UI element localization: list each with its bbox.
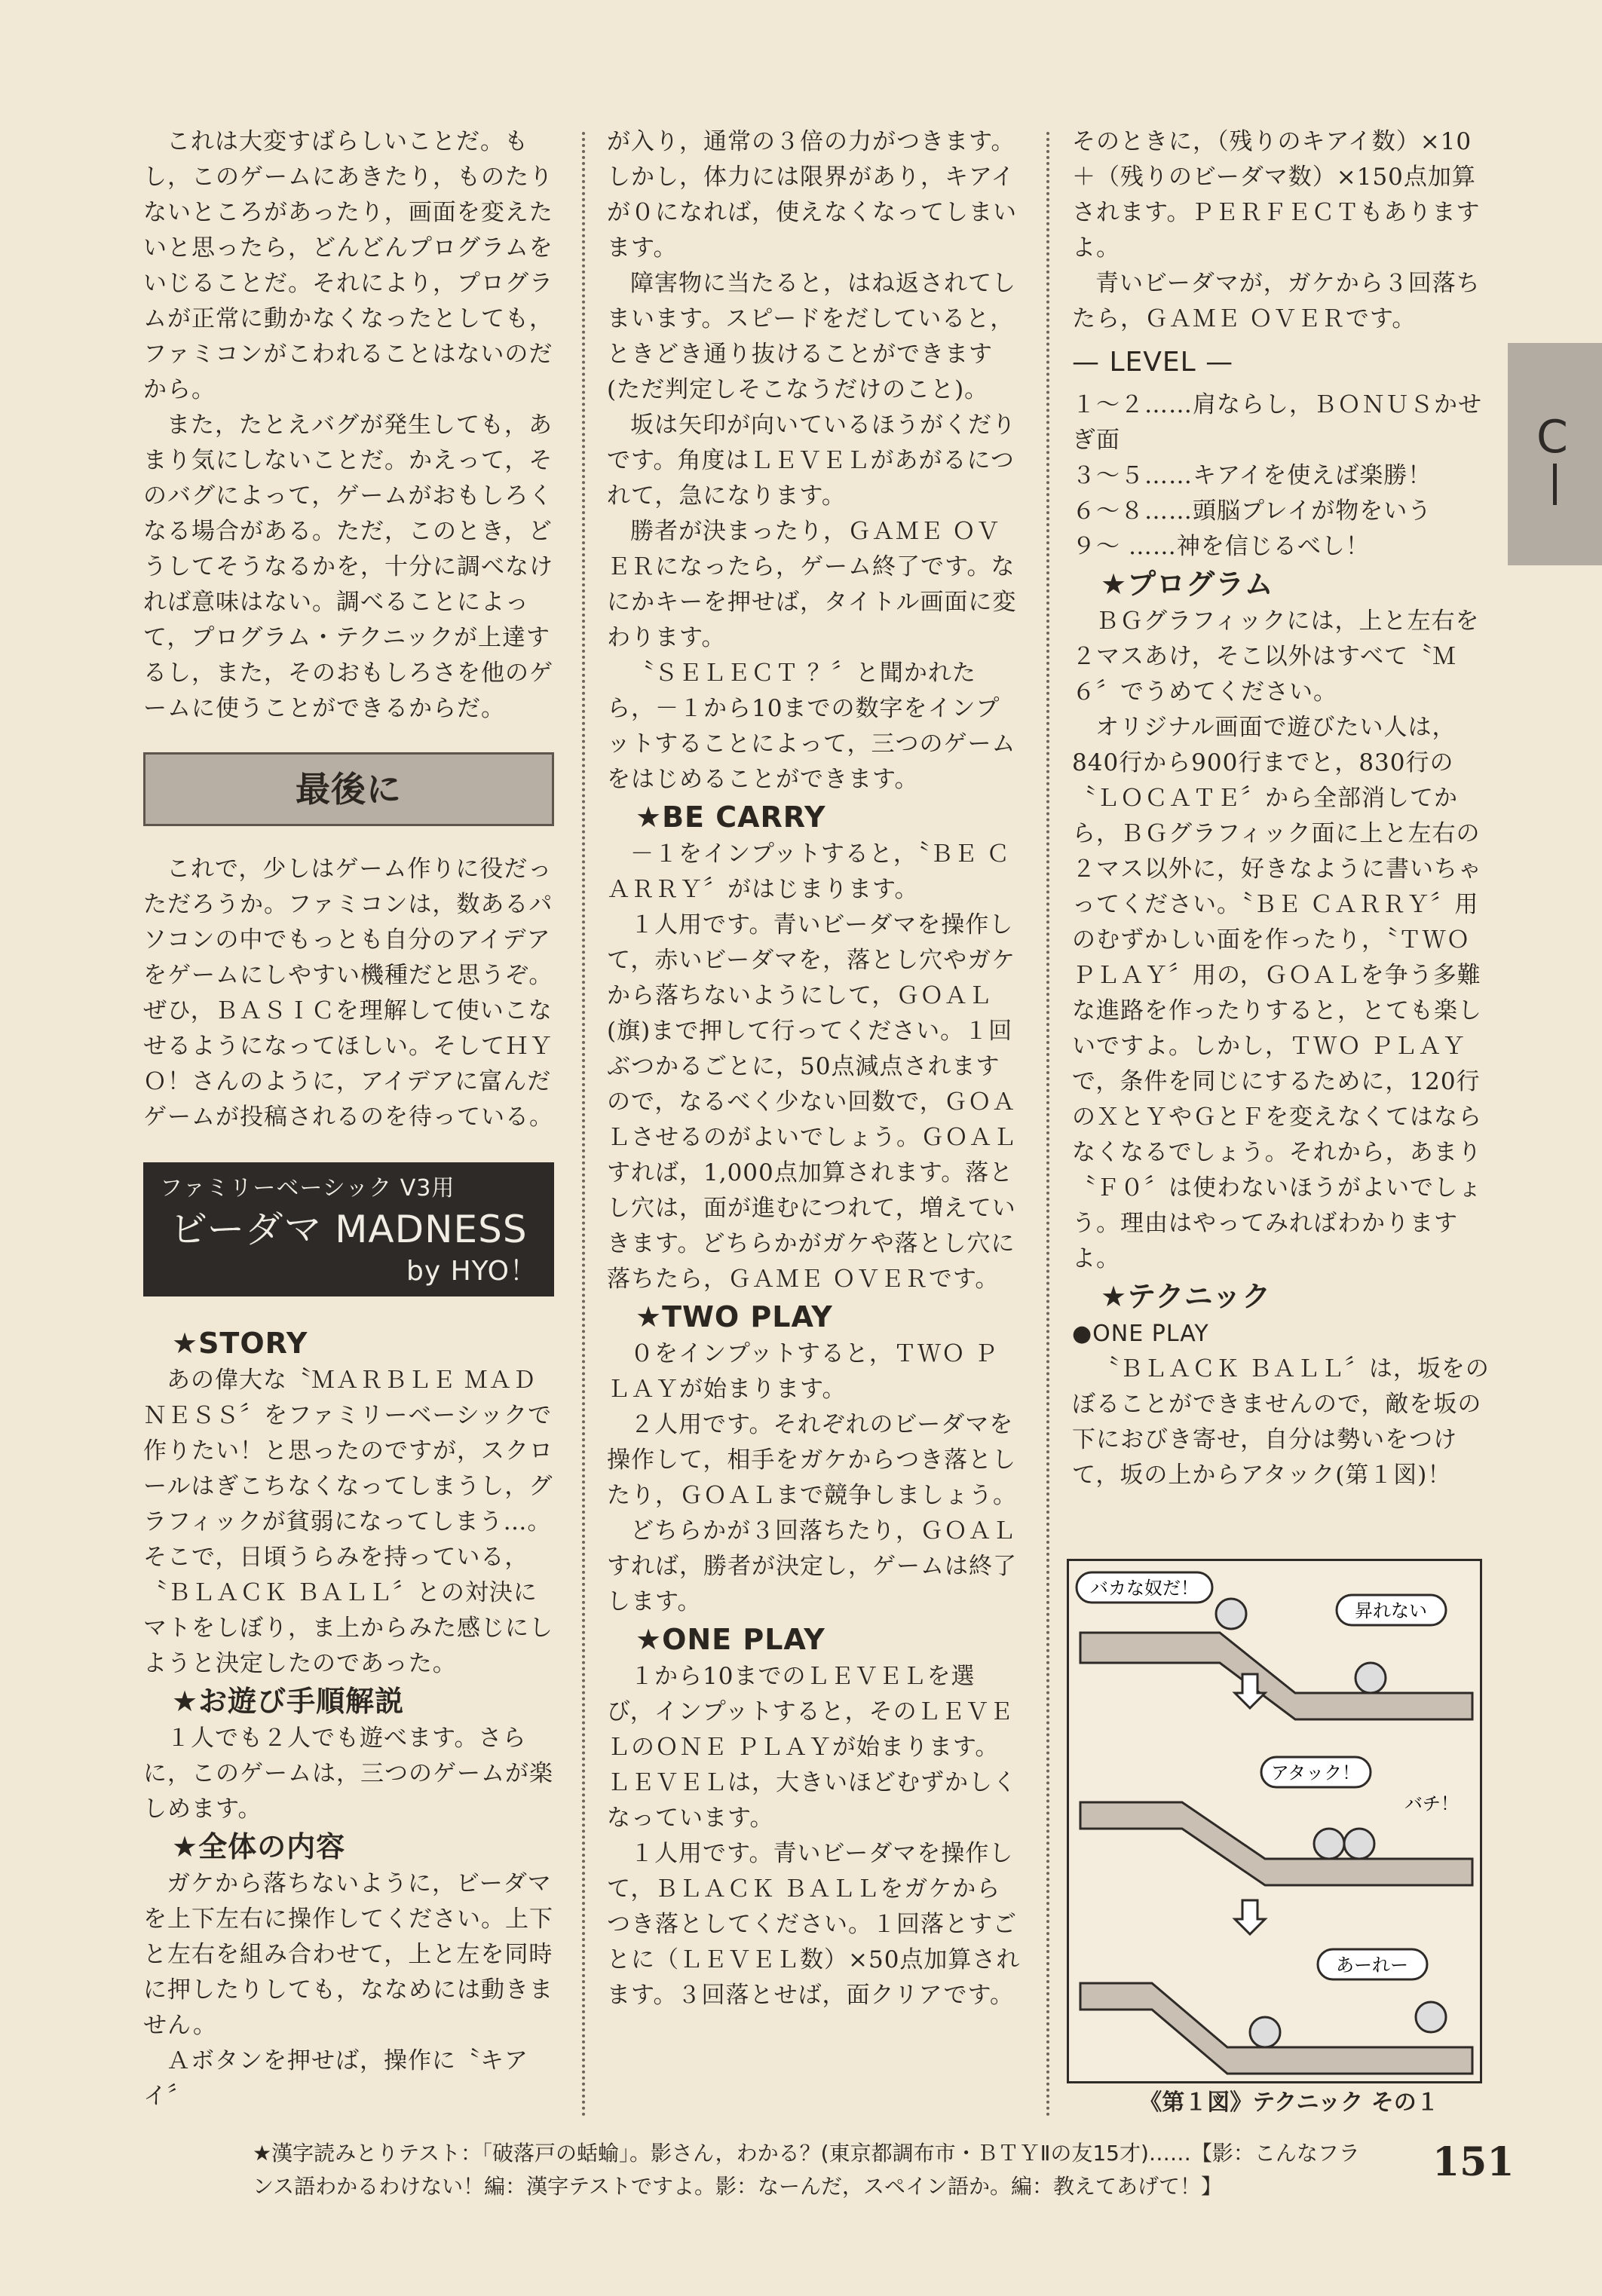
intro-paragraph-2: また，たとえバグが発生しても，あまり気にしないことだ。かえって，そのバグによって，ゲームがおもしろくなる場合がある。ただ，このとき，どうしてそうなるかを，十分に調べなければ意味はない。調べることによって，プログラム・テクニックが上達するし，また，そのおもしろさを他のゲームに使うことができるからだ。 xyxy=(143,412,553,722)
section-tab xyxy=(1508,343,1602,565)
final-heading: 最後に xyxy=(143,752,554,826)
program-text-2: オリジナル画面で遊びたい人は，840行から900行までと，830行の〝ＬＯＣＡＴＥ〞から全部消してから，ＢＧグラフィック面に上と左右の２マス以外に，好きなように書いちゃってください。〝ＢＥ ＣＡＲＲＹ〞用のむずかしい面を作ったり，〝ＴＷＯ ＰＬＡＹ〞用の，ＧＯＡＬを争う多難な進路を作ったりすると，とても楽しいですよ。しかし，ＴＷＯ ＰＬＡＹで，条件を同じにするために，120行のＸとＹやＧとＦを変えなくてはならなくなるでしょう。それから，あまり〝Ｆ０〞は使わないほうがよいでしょう。理由はやってみればわかりますよ。 xyxy=(1072,714,1482,1272)
bubble-text-4: バチ！ xyxy=(1404,1793,1459,1814)
bubble-text-5: あーれー xyxy=(1336,1955,1408,1976)
level-desc: 神を信じるべし！ xyxy=(1176,533,1370,560)
bubble-text-3: アタック！ xyxy=(1270,1762,1361,1783)
level-heading: — LEVEL — xyxy=(1072,347,1234,378)
becarry-text-1: －１をインプットすると，〝ＢＥ ＣＡＲＲＹ〞がはじまります。 xyxy=(607,840,1011,903)
program-author: by HYO！ xyxy=(406,1256,538,1287)
blue-marble-1 xyxy=(1216,1599,1246,1629)
twoplay-text-2: ２人用です。それぞれのビーダマを操作して，相手をガケからつき落としたり，ＧＯＡＬまで競争しましょう。 xyxy=(607,1411,1017,1509)
black-ball-1 xyxy=(1355,1663,1386,1693)
bubble-text-2: 昇れない xyxy=(1355,1600,1427,1621)
twoplay-text-3: どちらかが３回落ちたり，ＧＯＡＬすれば，勝者が決定し，ゲームは終了します。 xyxy=(607,1517,1017,1615)
story-heading: ★STORY xyxy=(172,1327,308,1360)
howto-text: １人でも２人でも遊べます。さらに，このゲームは，三つのゲームが楽しめます。 xyxy=(143,1725,553,1823)
level-range: ９～ …… xyxy=(1072,533,1177,560)
level-row-4 xyxy=(1072,529,1490,565)
figure-caption: 《第１図》テクニック その１ xyxy=(1139,2089,1439,2116)
column-1 xyxy=(143,124,554,2114)
oneplay-text-2: １人用です。青いビーダマを操作して，ＢＬＡＣＫ ＢＡＬＬをガケからつき落としてください。１回落とすごとに（ＬＥＶＥＬ数）×50点加算されます。３回落とせば，面クリアです。 xyxy=(607,1840,1021,2009)
column-3 xyxy=(1072,124,1490,1493)
oneplay-heading: ★ONE PLAY xyxy=(636,1623,826,1656)
col2-paragraph-5: 〝ＳＥＬＥＣＴ ？〞と聞かれたら，－１から10までの数字をインプットすることによって，三つのゲームをはじめることができます。 xyxy=(607,660,1016,793)
technic-heading: ★テクニック xyxy=(1101,1280,1272,1313)
final-text: これで，少しはゲーム作りに役だっただろうか。ファミコンは，数あるパソコンの中でもっとも自分のアイデアをゲームにしやすい機種だと思うぞ。ぜひ，ＢＡＳＩＣを理解して使いこなせるようになってほしい。そしてＨＹＯ！さんのように，アイデアに富んだゲームが投稿されるのを待っている。 xyxy=(143,856,553,1131)
twoplay-text-1: ０をインプットすると，ＴＷＯ ＰＬＡＹが始まります。 xyxy=(607,1340,998,1403)
technique-illustration xyxy=(1069,1561,1480,2081)
blue-marble-2 xyxy=(1314,1829,1344,1859)
blue-marble-3 xyxy=(1250,2017,1280,2047)
black-ball-3 xyxy=(1416,2002,1446,2032)
level-row-1 xyxy=(1072,387,1490,458)
col2-paragraph-2: 障害物に当たると，はね返されてしまいます。スピードをだしていると，ときどき通り抜けることができます(ただ判定しそこなうだけのこと)。 xyxy=(607,270,1016,403)
level-desc: キアイを使えば楽勝！ xyxy=(1193,462,1432,489)
section-tab-letter: C xyxy=(1536,411,1568,464)
howto-heading: ★お遊び手順解説 xyxy=(172,1685,405,1718)
level-range: ３～５…… xyxy=(1072,462,1193,489)
column-2 xyxy=(607,124,1022,2013)
slope-1 xyxy=(1080,1633,1472,1719)
program-title-box xyxy=(143,1162,554,1296)
column-divider-2 xyxy=(1046,132,1049,2118)
level-range: ６～８…… xyxy=(1072,497,1193,525)
technic-text: 〝ＢＬＡＣＫ ＢＡＬＬ〞は，坂をのぼることができませんので，敵を坂の下におびき寄せ，自分は勢いをつけて，坂の上からアタック(第１図)！ xyxy=(1072,1355,1490,1489)
program-title: ビーダマ MADNESS xyxy=(170,1208,528,1251)
col2-paragraph-3: 坂は矢印が向いているほうがくだりです。角度はＬＥＶＥＬがあがるにつれて，急になります。 xyxy=(607,412,1016,510)
story-text: あの偉大な〝ＭＡＲＢＬＥ ＭＡＤＮＥＳＳ〞をファミリーベーシックで作りたい！と思ったのですが，スクロールはぎこちなくなってしまうし，グラフィックが貧弱になってしまう…。そこで，日頃うらみを持っている，〝ＢＬＡＣＫ ＢＡＬＬ〞との対決にマトをしぼり，ま上からみた感じにしようと決定したのであった。 xyxy=(143,1367,553,1677)
arrow-down-icon-2 xyxy=(1235,1900,1265,1934)
slope-2 xyxy=(1080,1802,1472,1885)
becarry-heading: ★BE CARRY xyxy=(636,801,826,834)
bubble-text-1: バカな奴だ！ xyxy=(1090,1578,1199,1599)
level-row-3 xyxy=(1072,494,1490,529)
technique-figure xyxy=(1067,1559,1482,2083)
col2-paragraph-1: が入り，通常の３倍の力がつきます。しかし，体力には限界があり，キアイが０になれば，使えなくなってしまいます。 xyxy=(607,128,1017,262)
program-title-subtitle: ファミリーベーシック V3用 xyxy=(160,1175,455,1202)
col3-paragraph-1: そのときに，（残りのキアイ数）×10＋（残りのビーダマ数）×150点加算されます。ＰＥＲＦＥＣＴもありますよ。 xyxy=(1072,128,1481,262)
overall-text: ガケから落ちないように，ビーダマを上下左右に操作してください。上下と左右を組み合わせて，上と左を同時に押したりしても，ななめには動きません。 xyxy=(143,1870,553,2039)
oneplay-text-1: １から10までのＬＥＶＥＬを選び，インプットすると，そのＬＥＶＥＬのＯＮＥ ＰＬＡＹが始まります。ＬＥＶＥＬは，大きいほどむずかしくなっています。 xyxy=(607,1663,1017,1832)
level-desc: 頭脳プレイが物をいう xyxy=(1193,497,1432,525)
intro-paragraph-1: これは大変すばらしいことだ。もし，このゲームにあきたり，ものたりないところがあったり，画面を変えたいと思ったら，どんどんプログラムをいじることだ。それにより，プログラムが正常に動かなくなったとしても，ファミコンがこわれることはないのだから。 xyxy=(143,128,553,403)
becarry-text-2: １人用です。青いビーダマを操作して，赤いビーダマを，落とし穴やガケから落ちないようにして，ＧＯＡＬ(旗)まで押して行ってください。１回ぶつかるごとに，50点減点されますので，なるべく少ない回数で，ＧＯＡＬさせるのがよいでしょう。ＧＯＡＬすれば，1,000点加算されます。落とし穴は，面が進むにつれて，増えていきます。どちらかがガケや落とし穴に落ちたら，ＧＡＭＥ ＯＶＥＲです。 xyxy=(607,911,1017,1293)
page-number: 151 xyxy=(1432,2139,1515,2185)
overall-heading: ★全体の内容 xyxy=(172,1830,346,1863)
level-row-2 xyxy=(1072,458,1490,494)
program-heading: ★プログラム xyxy=(1101,568,1274,601)
level-range: １～２…… xyxy=(1072,391,1193,418)
level-desc: 肩ならし，ＢＯＮＵＳかせぎ面 xyxy=(1072,391,1482,454)
footer-note: ★漢字読みとりテスト：「破落戸の蛞蝓」。影さん，わかる？(東京都調布市・ＢＴＹⅡの友15才)……【影：こんなフランス語わかるわけない！編：漢字テストですよ。影：なーんだ，スペイン語か。編：教えてあげて！】 xyxy=(253,2141,1360,2199)
program-text-1: ＢＧグラフィックには，上と左右を２マスあけ，そこ以外はすべて〝Ｍ６〞でうめてください。 xyxy=(1072,608,1480,706)
black-ball-2 xyxy=(1344,1829,1374,1859)
overall-text-2: Ａボタンを押せば，操作に〝キアイ〞 xyxy=(143,2047,528,2110)
technic-subheading: ●ONE PLAY xyxy=(1072,1321,1209,1347)
section-tab-bar xyxy=(1553,464,1557,505)
column-divider-1 xyxy=(582,132,585,2118)
twoplay-heading: ★TWO PLAY xyxy=(636,1300,833,1333)
col2-paragraph-4: 勝者が決まったり，ＧＡＭＥ ＯＶＥＲになったら，ゲーム終了です。なにかキーを押せば，タイトル画面に変わります。 xyxy=(607,518,1017,651)
col3-paragraph-2: 青いビーダマが，ガケから３回落ちたら，ＧＡＭＥ ＯＶＥＲです。 xyxy=(1072,270,1481,332)
